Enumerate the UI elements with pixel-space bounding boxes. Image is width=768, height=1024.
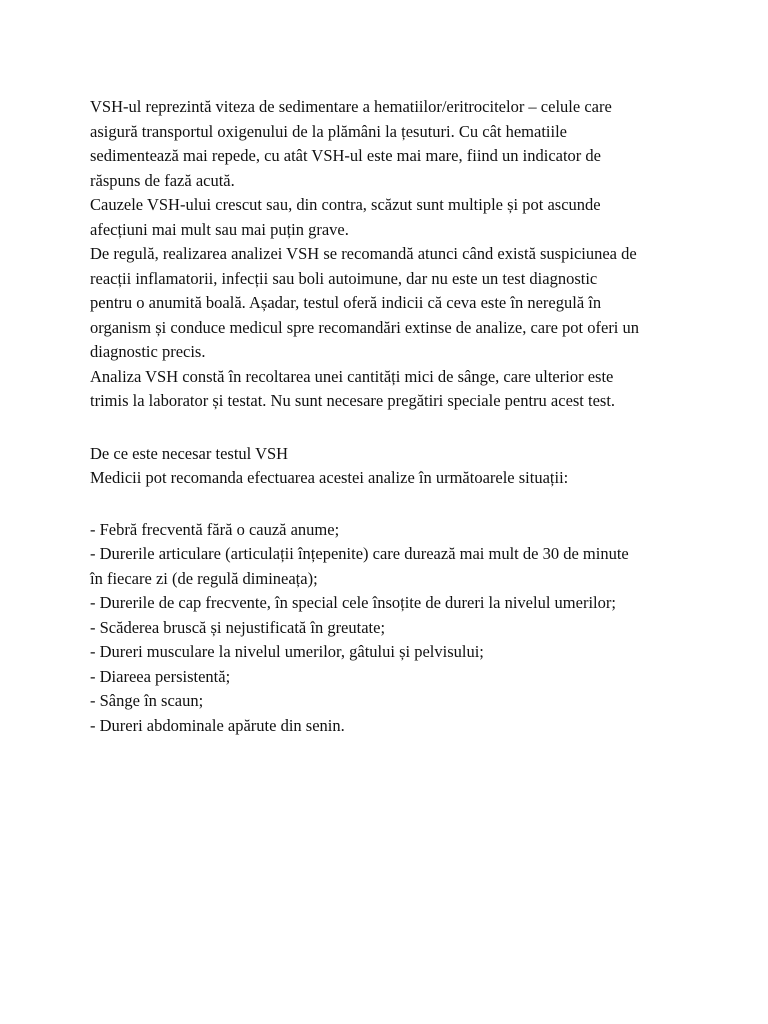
list-item <box>90 518 690 543</box>
list-item <box>90 689 690 714</box>
text-line: afecțiuni mai mult sau mai puțin grave. <box>90 219 349 239</box>
paragraph-vsh-definition <box>90 95 690 193</box>
text-line: în fiecare zi (de regulă dimineața); <box>90 568 318 588</box>
text-line: - Dureri abdominale apărute din senin. <box>90 715 345 735</box>
text-line: trimis la laborator și testat. Nu sunt necesare pregătiri speciale pentru acest test. <box>90 391 616 410</box>
list-item <box>90 591 690 616</box>
list-item <box>90 542 690 591</box>
text-line: organism și conduce medicul spre recomandări extinse de analize, care pot oferi un <box>90 317 640 337</box>
document-page <box>90 95 690 738</box>
text-line: diagnostic precis. <box>90 342 206 361</box>
text-line: - Diareea persistentă; <box>90 666 231 686</box>
text-line: - Scăderea bruscă și nejustificată în greutate; <box>90 617 386 637</box>
text-line: - Dureri musculare la nivelul umerilor, gâtului și pelvisului; <box>90 642 484 661</box>
paragraph-vsh-recommendation <box>90 242 690 365</box>
text-line: VSH-ul reprezintă viteza de sedimentare a hematiilor/eritrocitelor – celule care <box>90 97 612 116</box>
text-line: răspuns de fază acută. <box>90 170 235 190</box>
paragraph-vsh-causes <box>90 193 690 242</box>
text-line: - Durerile articulare (articulații înțepenite) care durează mai mult de 30 de minute <box>90 544 629 563</box>
text-line: Analiza VSH constă în recoltarea unei cantități mici de sânge, care ulterior este <box>90 366 614 386</box>
text-line: De regulă, realizarea analizei VSH se recomandă atunci când există suspiciunea de <box>90 244 637 263</box>
paragraph-vsh-procedure <box>90 365 690 414</box>
section-spacer <box>90 414 690 442</box>
list-item <box>90 640 690 665</box>
list-spacer <box>90 491 690 518</box>
text-line: - Sânge în scaun; <box>90 691 204 710</box>
text-line: - Febră frecventă fără o cauză anume; <box>90 519 340 539</box>
section-intro: Medicii pot recomanda efectuarea acestei analize în următoarele situații: <box>90 468 569 487</box>
list-item <box>90 616 690 641</box>
text-line: - Durerile de cap frecvente, în special cele însoțite de dureri la nivelul umerilor; <box>90 593 616 612</box>
symptom-list <box>90 518 690 739</box>
list-item <box>90 714 690 739</box>
text-line: sedimentează mai repede, cu atât VSH-ul este mai mare, fiind un indicator de <box>90 146 602 165</box>
list-item <box>90 665 690 690</box>
section-heading: De ce este necesar testul VSH <box>90 443 289 463</box>
text-line: Cauzele VSH-ului crescut sau, din contra, scăzut sunt multiple și pot ascunde <box>90 195 601 214</box>
text-line: pentru o anumită boală. Așadar, testul oferă indicii că ceva este în neregulă în <box>90 293 602 312</box>
text-line: asigură transportul oxigenului de la plămâni la țesuturi. Cu cât hematiile <box>90 121 567 141</box>
text-line: reacții inflamatorii, infecții sau boli autoimune, dar nu este un test diagnostic <box>90 268 598 288</box>
